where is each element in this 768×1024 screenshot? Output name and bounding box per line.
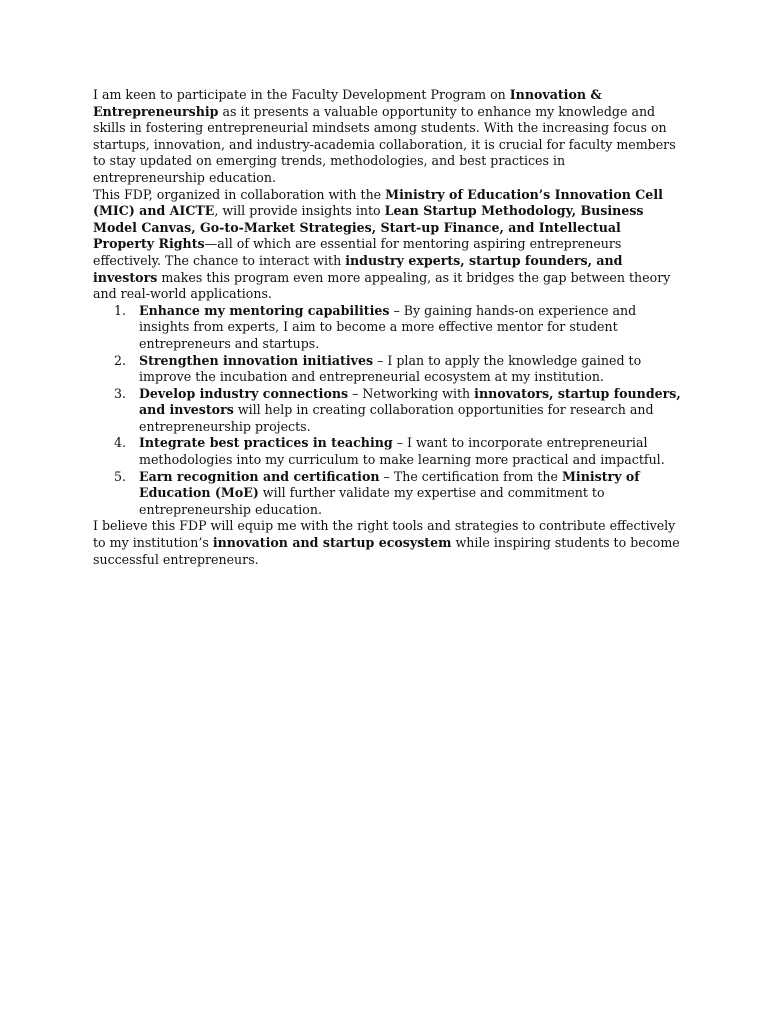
intro-text-2: as it presents a valuable opportunity to enhance my knowledge and skills in fostering entrepreneurial mindsets among students. With the increasing focus on startups, innovation, and industry-academia collaboration, it is crucial for faculty members to stay updated on emerging trends, methodologies, and best practices in entrepreneurship education.	[93, 103, 676, 185]
list-item	[93, 386, 681, 436]
list-item	[93, 469, 681, 519]
list-item-heading: Integrate best practices in teaching	[139, 435, 393, 451]
intro-bold-1: Innovation & Entrepreneurship	[93, 87, 602, 119]
intro-text-1: I am keen to participate in the Faculty Development Program on	[93, 87, 510, 102]
list-item-heading: Earn recognition and certification	[139, 468, 380, 484]
fdp-paragraph	[93, 187, 681, 303]
list-item-bold: Ministry of Education (MoE)	[139, 468, 640, 501]
fdp-bold-2: Lean Startup Methodology, Business Model Canvas, Go-to-Market Strategies, Start-up Finance, and Intellectual Property Rights	[93, 203, 644, 252]
list-item	[93, 435, 681, 468]
list-item	[93, 303, 681, 353]
list-number: 3.	[114, 385, 127, 401]
closing-text-2: while inspiring students to become successful entrepreneurs.	[93, 535, 680, 567]
fdp-text-4: makes this program even more appealing, as it bridges the gap between theory and real-world applications.	[93, 269, 671, 302]
list-item-heading: Develop industry connections	[139, 385, 349, 401]
fdp-text-1: This FDP, organized in collaboration with the	[93, 186, 386, 202]
intro-paragraph	[93, 87, 681, 187]
list-item	[93, 353, 681, 386]
list-number: 1.	[114, 302, 127, 318]
list-item-text-2: will help in creating collaboration opportunities for research and entrepreneurship projects.	[139, 402, 654, 434]
closing-bold-1: innovation and startup ecosystem	[212, 535, 452, 551]
list-item-text: – By gaining hands-on experience and insights from experts, I aim to become a more effective mentor for student entrepreneurs and startups.	[139, 302, 637, 351]
list-item-text: – Networking with	[348, 385, 475, 401]
list-item-heading: Enhance my mentoring capabilities	[139, 302, 390, 318]
list-item-text: – The certification from the	[379, 468, 562, 484]
fdp-text-3: —all of which are essential for mentoring aspiring entrepreneurs effectively. The chance to interact with	[93, 236, 622, 268]
list-item-text: – I want to incorporate entrepreneurial methodologies into my curriculum to make learning more practical and impactful.	[139, 435, 665, 468]
closing-paragraph	[93, 518, 681, 568]
document-page	[93, 87, 681, 568]
list-item-text: – I plan to apply the knowledge gained to improve the incubation and entrepreneurial ecosystem at my institution.	[139, 352, 642, 385]
list-number: 5.	[114, 468, 127, 484]
list-number: 2.	[114, 352, 127, 368]
fdp-bold-3: industry experts, startup founders, and investors	[93, 252, 623, 285]
closing-text-1: I believe this FDP will equip me with the right tools and strategies to contribute effectively to my institution’s	[93, 518, 676, 551]
goals-list	[93, 303, 681, 519]
list-item-text-2: will further validate my expertise and commitment to entrepreneurship education.	[139, 485, 605, 517]
fdp-bold-1: Ministry of Education’s Innovation Cell (MIC) and AICTE	[93, 186, 663, 219]
list-item-bold: innovators, startup founders, and investors	[139, 385, 681, 418]
list-item-heading: Strengthen innovation initiatives	[139, 352, 374, 368]
list-number: 4.	[114, 435, 127, 451]
fdp-text-2: , will provide insights into	[214, 203, 385, 219]
